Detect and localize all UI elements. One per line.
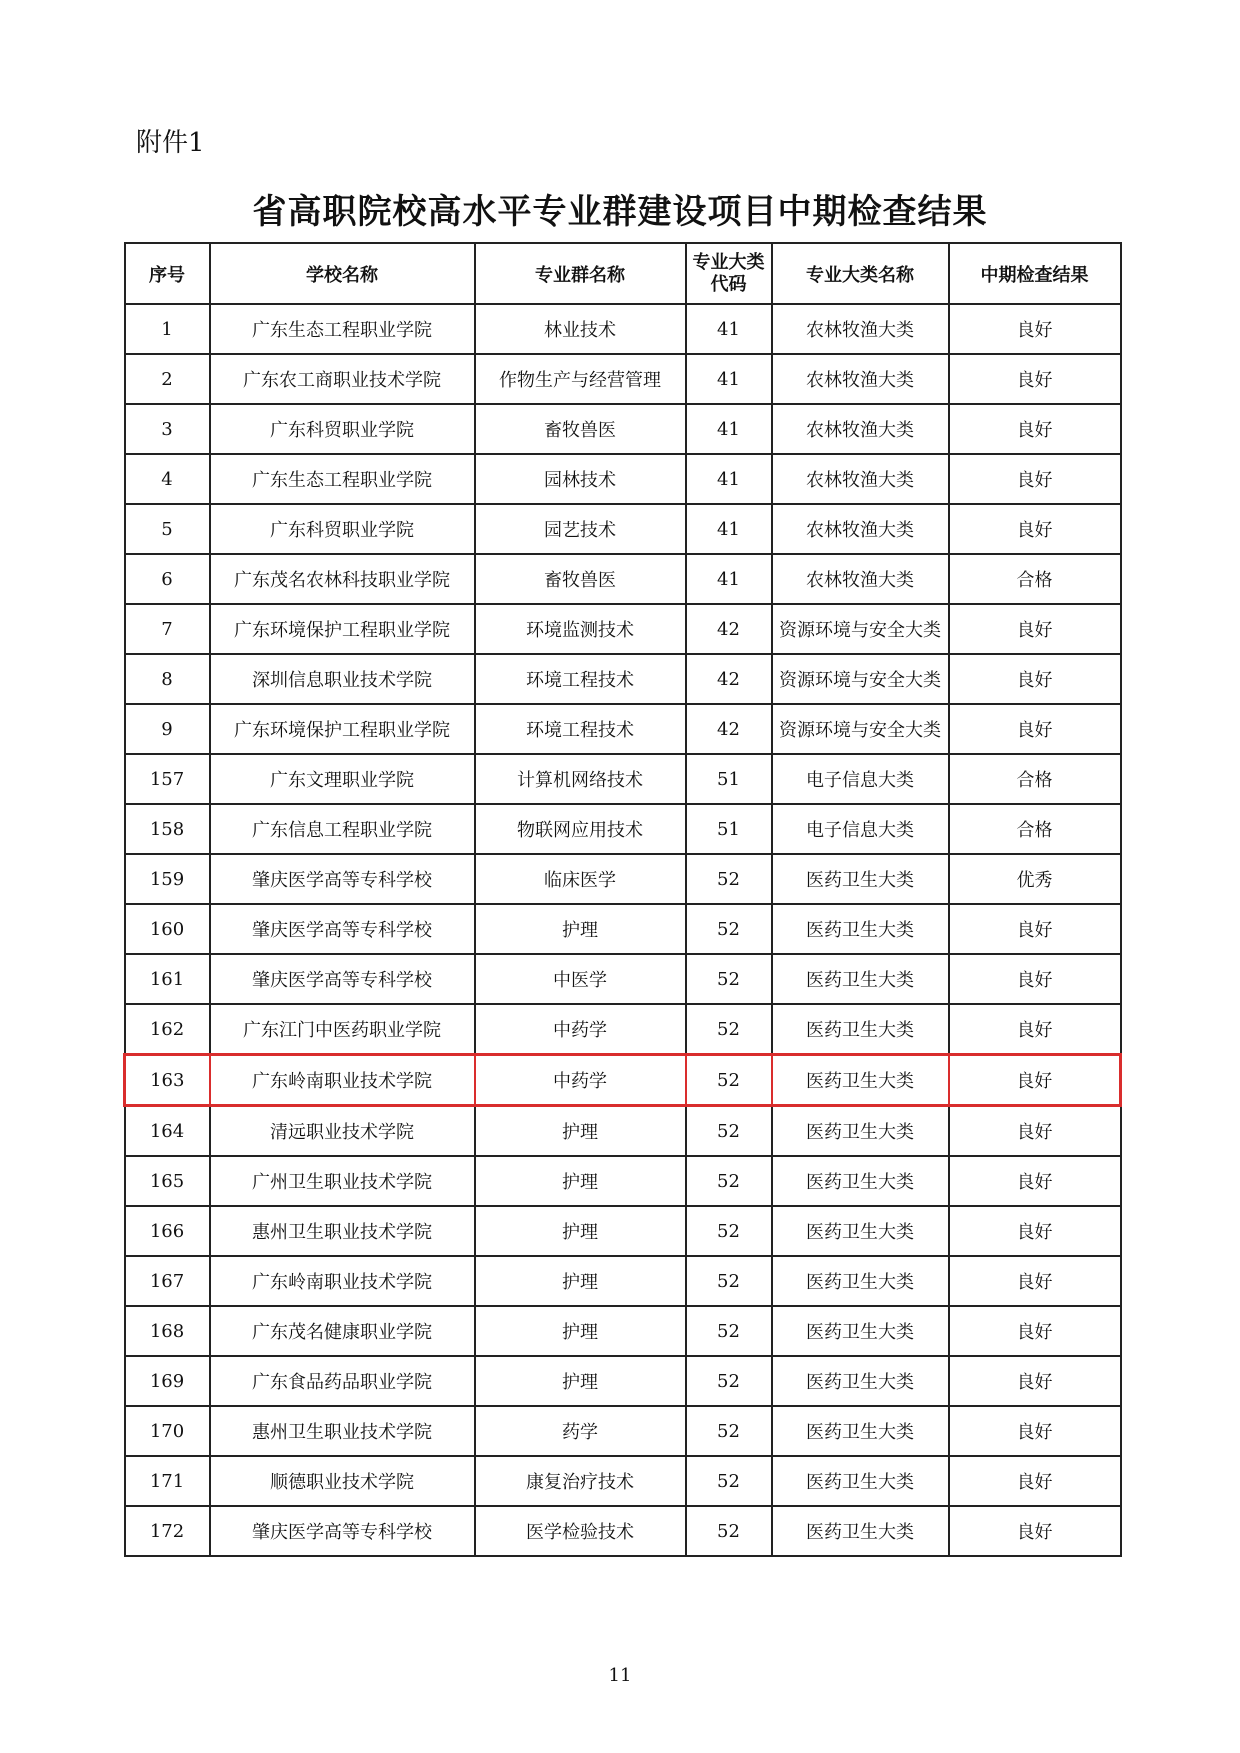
cell-group: 环境监测技术 bbox=[475, 604, 686, 654]
header-category-name: 专业大类名称 bbox=[772, 243, 949, 304]
cell-group: 畜牧兽医 bbox=[475, 404, 686, 454]
cell-seq: 5 bbox=[125, 504, 210, 554]
cell-group: 临床医学 bbox=[475, 854, 686, 904]
cell-result: 良好 bbox=[949, 504, 1121, 554]
cell-category-code: 52 bbox=[686, 1156, 772, 1206]
cell-group: 林业技术 bbox=[475, 304, 686, 354]
header-group: 专业群名称 bbox=[475, 243, 686, 304]
header-school: 学校名称 bbox=[210, 243, 475, 304]
cell-group: 护理 bbox=[475, 1356, 686, 1406]
cell-category-code: 41 bbox=[686, 304, 772, 354]
cell-group: 药学 bbox=[475, 1406, 686, 1456]
cell-result: 良好 bbox=[949, 654, 1121, 704]
cell-group: 中药学 bbox=[475, 1055, 686, 1106]
cell-result: 良好 bbox=[949, 404, 1121, 454]
cell-category-name: 农林牧渔大类 bbox=[772, 504, 949, 554]
cell-seq: 161 bbox=[125, 954, 210, 1004]
cell-category-code: 52 bbox=[686, 1055, 772, 1106]
cell-school: 广东茂名农林科技职业学院 bbox=[210, 554, 475, 604]
cell-result: 良好 bbox=[949, 1206, 1121, 1256]
table-row bbox=[125, 1004, 1121, 1055]
document-title: 省高职院校高水平专业群建设项目中期检查结果 bbox=[252, 192, 988, 232]
cell-result: 良好 bbox=[949, 1506, 1121, 1556]
cell-category-code: 52 bbox=[686, 1356, 772, 1406]
cell-school: 广东信息工程职业学院 bbox=[210, 804, 475, 854]
cell-category-code: 52 bbox=[686, 1306, 772, 1356]
cell-category-code: 41 bbox=[686, 454, 772, 504]
cell-seq: 157 bbox=[125, 754, 210, 804]
cell-school: 顺德职业技术学院 bbox=[210, 1456, 475, 1506]
cell-category-name: 医药卫生大类 bbox=[772, 1306, 949, 1356]
cell-result: 良好 bbox=[949, 1306, 1121, 1356]
table-row bbox=[125, 1506, 1121, 1556]
table-body bbox=[125, 304, 1121, 1556]
cell-category-name: 电子信息大类 bbox=[772, 804, 949, 854]
cell-school: 广东环境保护工程职业学院 bbox=[210, 704, 475, 754]
cell-seq: 159 bbox=[125, 854, 210, 904]
cell-school: 广东食品药品职业学院 bbox=[210, 1356, 475, 1406]
table-row bbox=[125, 904, 1121, 954]
cell-seq: 168 bbox=[125, 1306, 210, 1356]
cell-category-code: 51 bbox=[686, 804, 772, 854]
cell-category-code: 52 bbox=[686, 1106, 772, 1157]
table-header-row bbox=[125, 243, 1121, 304]
cell-category-name: 医药卫生大类 bbox=[772, 854, 949, 904]
cell-school: 广东岭南职业技术学院 bbox=[210, 1256, 475, 1306]
cell-seq: 1 bbox=[125, 304, 210, 354]
cell-school: 广东农工商职业技术学院 bbox=[210, 354, 475, 404]
cell-group: 护理 bbox=[475, 1256, 686, 1306]
cell-group: 中医学 bbox=[475, 954, 686, 1004]
cell-school: 广东岭南职业技术学院 bbox=[210, 1055, 475, 1106]
cell-school: 肇庆医学高等专科学校 bbox=[210, 954, 475, 1004]
cell-category-code: 52 bbox=[686, 904, 772, 954]
cell-category-code: 52 bbox=[686, 1506, 772, 1556]
table-row bbox=[125, 1456, 1121, 1506]
cell-school: 广东科贸职业学院 bbox=[210, 404, 475, 454]
cell-category-code: 52 bbox=[686, 1004, 772, 1055]
cell-seq: 164 bbox=[125, 1106, 210, 1157]
cell-group: 物联网应用技术 bbox=[475, 804, 686, 854]
cell-school: 深圳信息职业技术学院 bbox=[210, 654, 475, 704]
cell-category-name: 医药卫生大类 bbox=[772, 1256, 949, 1306]
cell-seq: 170 bbox=[125, 1406, 210, 1456]
cell-seq: 163 bbox=[125, 1055, 210, 1106]
cell-category-code: 52 bbox=[686, 1406, 772, 1456]
table-row bbox=[125, 804, 1121, 854]
cell-result: 良好 bbox=[949, 954, 1121, 1004]
table-row bbox=[125, 1256, 1121, 1306]
header-category-code bbox=[686, 243, 772, 304]
cell-seq: 160 bbox=[125, 904, 210, 954]
cell-result: 良好 bbox=[949, 604, 1121, 654]
cell-category-code: 52 bbox=[686, 1456, 772, 1506]
cell-group: 环境工程技术 bbox=[475, 704, 686, 754]
cell-category-name: 资源环境与安全大类 bbox=[772, 704, 949, 754]
cell-category-name: 医药卫生大类 bbox=[772, 954, 949, 1004]
table-row bbox=[125, 1306, 1121, 1356]
cell-group: 园林技术 bbox=[475, 454, 686, 504]
table-row bbox=[125, 954, 1121, 1004]
cell-school: 惠州卫生职业技术学院 bbox=[210, 1406, 475, 1456]
header-category-code-label: 专业大类代码 bbox=[692, 251, 765, 295]
cell-category-code: 52 bbox=[686, 854, 772, 904]
table-row bbox=[125, 1206, 1121, 1256]
table-row bbox=[125, 404, 1121, 454]
table-row-highlighted bbox=[125, 1055, 1121, 1106]
cell-result: 良好 bbox=[949, 1004, 1121, 1055]
cell-seq: 2 bbox=[125, 354, 210, 404]
cell-group: 中药学 bbox=[475, 1004, 686, 1055]
header-result: 中期检查结果 bbox=[949, 243, 1121, 304]
cell-group: 作物生产与经营管理 bbox=[475, 354, 686, 404]
results-table bbox=[123, 242, 1122, 1557]
cell-result: 良好 bbox=[949, 904, 1121, 954]
cell-category-name: 农林牧渔大类 bbox=[772, 554, 949, 604]
cell-result: 合格 bbox=[949, 754, 1121, 804]
cell-category-name: 电子信息大类 bbox=[772, 754, 949, 804]
cell-category-code: 41 bbox=[686, 354, 772, 404]
cell-school: 广东科贸职业学院 bbox=[210, 504, 475, 554]
table-row bbox=[125, 554, 1121, 604]
cell-group: 护理 bbox=[475, 904, 686, 954]
cell-result: 良好 bbox=[949, 304, 1121, 354]
cell-category-name: 医药卫生大类 bbox=[772, 1506, 949, 1556]
table-row bbox=[125, 604, 1121, 654]
cell-category-code: 42 bbox=[686, 604, 772, 654]
cell-category-name: 医药卫生大类 bbox=[772, 1055, 949, 1106]
cell-school: 清远职业技术学院 bbox=[210, 1106, 475, 1157]
cell-group: 园艺技术 bbox=[475, 504, 686, 554]
cell-group: 护理 bbox=[475, 1206, 686, 1256]
cell-result: 良好 bbox=[949, 1106, 1121, 1157]
table-row bbox=[125, 454, 1121, 504]
cell-category-name: 农林牧渔大类 bbox=[772, 304, 949, 354]
cell-group: 护理 bbox=[475, 1106, 686, 1157]
cell-school: 广东茂名健康职业学院 bbox=[210, 1306, 475, 1356]
cell-seq: 7 bbox=[125, 604, 210, 654]
cell-group: 康复治疗技术 bbox=[475, 1456, 686, 1506]
cell-category-name: 医药卫生大类 bbox=[772, 1106, 949, 1157]
cell-result: 良好 bbox=[949, 1256, 1121, 1306]
cell-result: 良好 bbox=[949, 354, 1121, 404]
cell-result: 合格 bbox=[949, 554, 1121, 604]
cell-category-name: 医药卫生大类 bbox=[772, 904, 949, 954]
table-row bbox=[125, 754, 1121, 804]
cell-category-code: 52 bbox=[686, 954, 772, 1004]
cell-school: 肇庆医学高等专科学校 bbox=[210, 904, 475, 954]
cell-category-name: 医药卫生大类 bbox=[772, 1004, 949, 1055]
cell-result: 良好 bbox=[949, 704, 1121, 754]
cell-category-name: 农林牧渔大类 bbox=[772, 354, 949, 404]
header-seq: 序号 bbox=[125, 243, 210, 304]
table-row bbox=[125, 1356, 1121, 1406]
cell-category-name: 医药卫生大类 bbox=[772, 1456, 949, 1506]
cell-seq: 4 bbox=[125, 454, 210, 504]
cell-result: 良好 bbox=[949, 1406, 1121, 1456]
cell-seq: 171 bbox=[125, 1456, 210, 1506]
cell-school: 广东文理职业学院 bbox=[210, 754, 475, 804]
cell-school: 广东生态工程职业学院 bbox=[210, 454, 475, 504]
table-row bbox=[125, 354, 1121, 404]
cell-seq: 6 bbox=[125, 554, 210, 604]
table-row bbox=[125, 1156, 1121, 1206]
cell-result: 良好 bbox=[949, 1055, 1121, 1106]
cell-category-code: 51 bbox=[686, 754, 772, 804]
table-row bbox=[125, 1406, 1121, 1456]
cell-group: 环境工程技术 bbox=[475, 654, 686, 704]
cell-seq: 165 bbox=[125, 1156, 210, 1206]
table-row bbox=[125, 1106, 1121, 1157]
cell-category-name: 农林牧渔大类 bbox=[772, 404, 949, 454]
cell-category-name: 农林牧渔大类 bbox=[772, 454, 949, 504]
cell-result: 良好 bbox=[949, 1356, 1121, 1406]
table-row bbox=[125, 304, 1121, 354]
cell-category-name: 资源环境与安全大类 bbox=[772, 654, 949, 704]
cell-seq: 166 bbox=[125, 1206, 210, 1256]
cell-category-code: 41 bbox=[686, 504, 772, 554]
cell-seq: 3 bbox=[125, 404, 210, 454]
cell-school: 肇庆医学高等专科学校 bbox=[210, 854, 475, 904]
table-row bbox=[125, 504, 1121, 554]
cell-seq: 162 bbox=[125, 1004, 210, 1055]
cell-seq: 8 bbox=[125, 654, 210, 704]
cell-seq: 169 bbox=[125, 1356, 210, 1406]
cell-result: 良好 bbox=[949, 1156, 1121, 1206]
cell-school: 广东生态工程职业学院 bbox=[210, 304, 475, 354]
cell-result: 良好 bbox=[949, 1456, 1121, 1506]
cell-seq: 172 bbox=[125, 1506, 210, 1556]
cell-group: 医学检验技术 bbox=[475, 1506, 686, 1556]
cell-seq: 158 bbox=[125, 804, 210, 854]
cell-group: 护理 bbox=[475, 1156, 686, 1206]
cell-result: 良好 bbox=[949, 454, 1121, 504]
cell-school: 惠州卫生职业技术学院 bbox=[210, 1206, 475, 1256]
cell-result: 优秀 bbox=[949, 854, 1121, 904]
cell-result: 合格 bbox=[949, 804, 1121, 854]
cell-category-code: 41 bbox=[686, 404, 772, 454]
table-row bbox=[125, 654, 1121, 704]
cell-category-code: 42 bbox=[686, 704, 772, 754]
cell-group: 护理 bbox=[475, 1306, 686, 1356]
table-row bbox=[125, 854, 1121, 904]
cell-category-name: 医药卫生大类 bbox=[772, 1206, 949, 1256]
cell-group: 畜牧兽医 bbox=[475, 554, 686, 604]
cell-category-name: 资源环境与安全大类 bbox=[772, 604, 949, 654]
cell-category-code: 52 bbox=[686, 1256, 772, 1306]
cell-school: 广东环境保护工程职业学院 bbox=[210, 604, 475, 654]
cell-school: 肇庆医学高等专科学校 bbox=[210, 1506, 475, 1556]
attachment-label: 附件1 bbox=[136, 128, 205, 158]
cell-school: 广州卫生职业技术学院 bbox=[210, 1156, 475, 1206]
cell-group: 计算机网络技术 bbox=[475, 754, 686, 804]
cell-seq: 9 bbox=[125, 704, 210, 754]
cell-category-name: 医药卫生大类 bbox=[772, 1356, 949, 1406]
cell-school: 广东江门中医药职业学院 bbox=[210, 1004, 475, 1055]
cell-category-code: 41 bbox=[686, 554, 772, 604]
cell-category-name: 医药卫生大类 bbox=[772, 1156, 949, 1206]
page-number: 11 bbox=[608, 1665, 632, 1686]
cell-category-code: 52 bbox=[686, 1206, 772, 1256]
table-row bbox=[125, 704, 1121, 754]
cell-seq: 167 bbox=[125, 1256, 210, 1306]
cell-category-code: 42 bbox=[686, 654, 772, 704]
cell-category-name: 医药卫生大类 bbox=[772, 1406, 949, 1456]
